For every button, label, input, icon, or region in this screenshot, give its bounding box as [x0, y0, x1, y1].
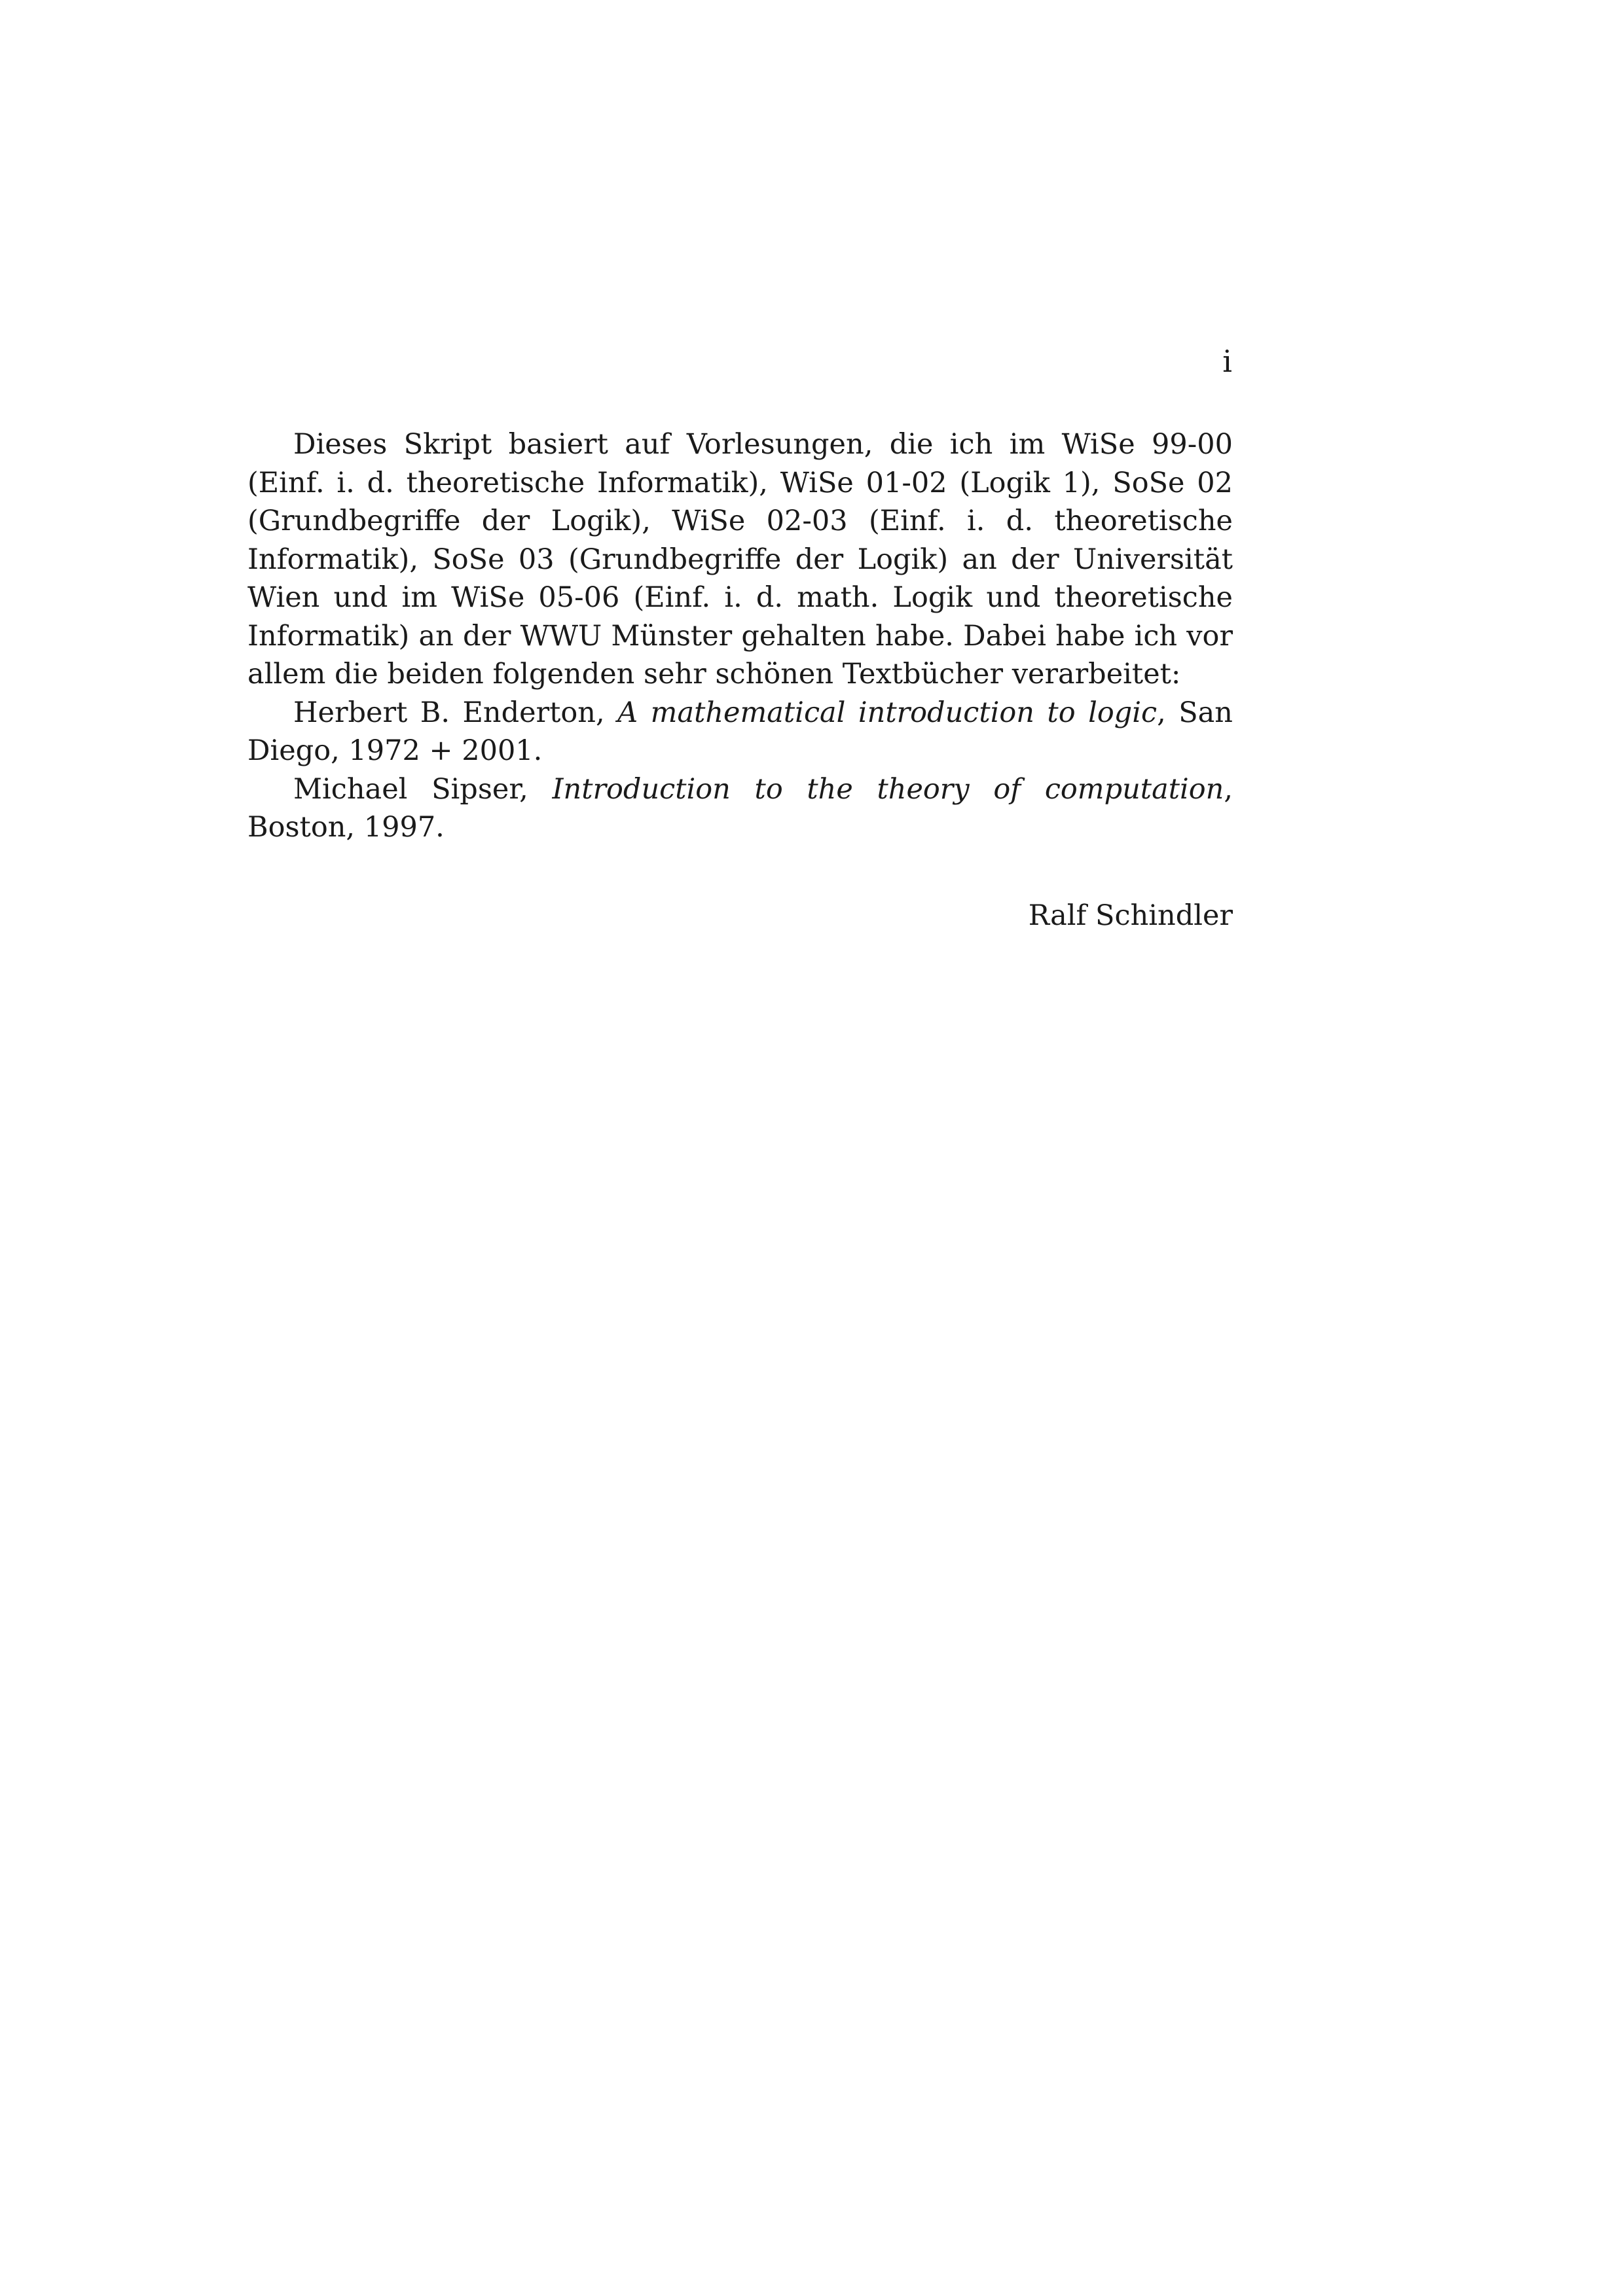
page-number: i	[1222, 344, 1232, 379]
author-signature: Ralf Schindler	[1028, 899, 1233, 932]
reference-details: , San Diego, 1972 + 2001.	[247, 696, 1233, 767]
reference-enderton	[247, 694, 1233, 770]
preface-text	[247, 425, 1233, 847]
reference-details: , Boston, 1997.	[247, 772, 1233, 844]
reference-author: Herbert B. Enderton,	[293, 696, 618, 729]
reference-title: A mathematical introduction to logic	[617, 696, 1158, 729]
reference-author: Michael Sipser,	[293, 772, 553, 806]
reference-sipser	[247, 770, 1233, 847]
intro-paragraph: Dieses Skript basiert auf Vorlesungen, die ich im WiSe 99-00 (Einf. i. d. theoretische Informatik), WiSe 01-02 (Logik 1), SoSe 02 (Grundbegriffe der Logik), WiSe 02-03 (Einf. i. d. theoretische Informatik), SoSe 03 (Grundbegriffe der Logik) an der Universität Wien und im WiSe 05-06 (Einf. i. d. math. Logik und theoretische Informatik) an der WWU Münster gehalten habe. Dabei habe ich vor allem die beiden folgenden sehr schönen Textbücher verarbeitet:	[247, 428, 1233, 691]
reference-title: Introduction to the theory of computation	[552, 772, 1224, 806]
